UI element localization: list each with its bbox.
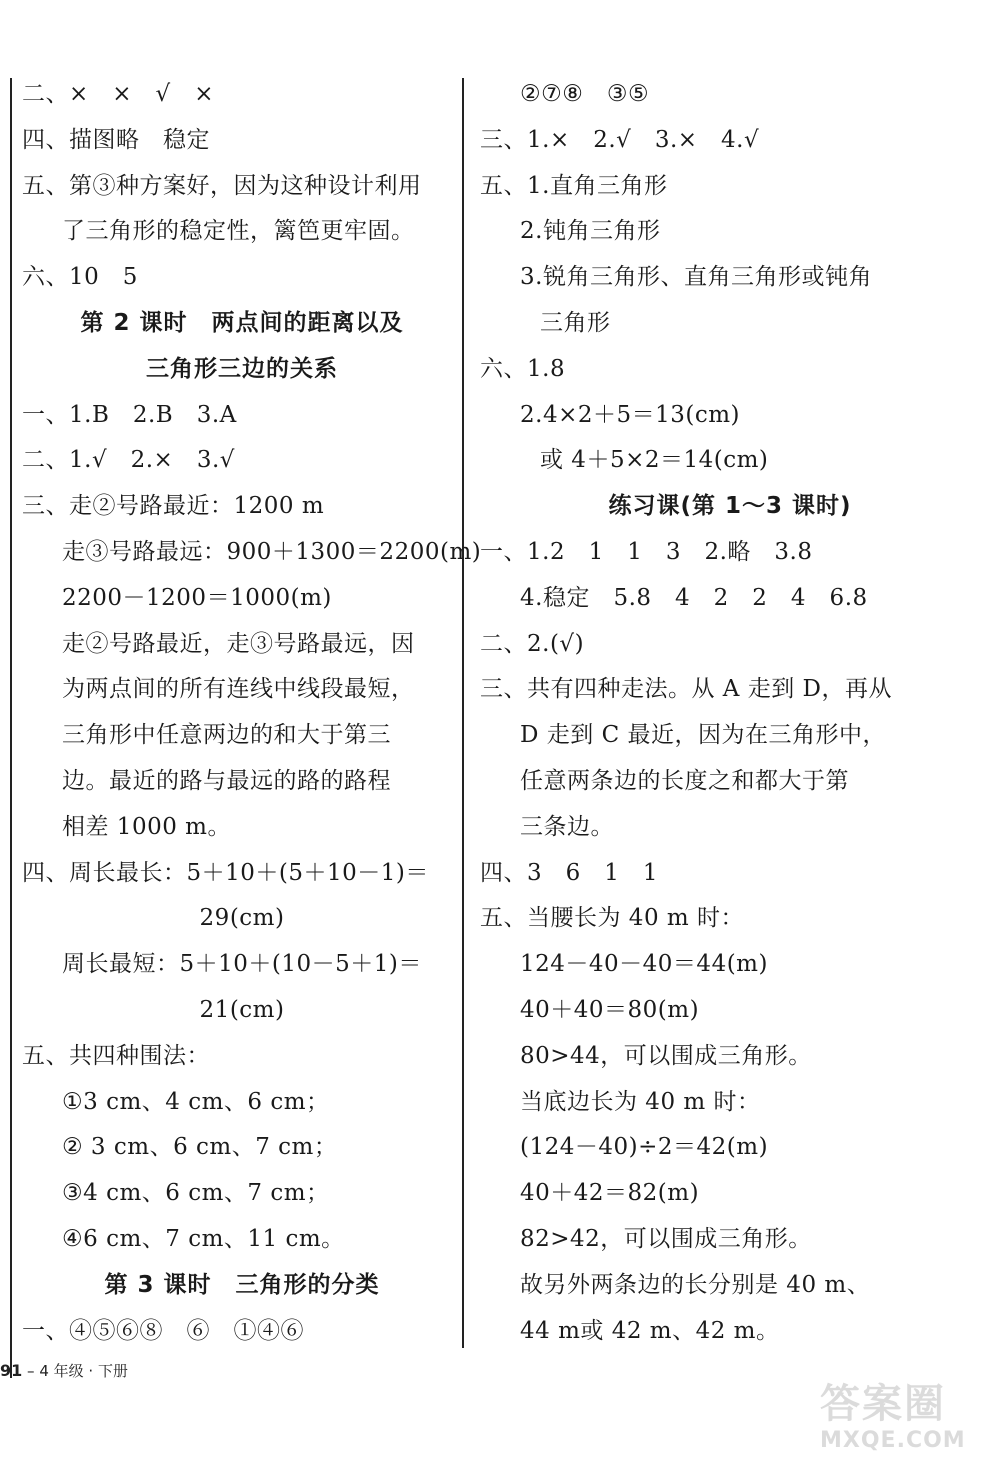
answer-line: 一、1.2 1 1 3 2.略 3.8 bbox=[480, 538, 813, 565]
answer-line: 29(cm) bbox=[199, 905, 285, 932]
section-heading: 第 2 课时 两点间的距离以及 bbox=[80, 309, 404, 336]
answer-line: 40＋40＝80(m) bbox=[520, 996, 700, 1023]
answer-line: 四、3 6 1 1 bbox=[480, 859, 659, 886]
page-number: 91 bbox=[0, 1361, 23, 1380]
watermark-logo bbox=[820, 1380, 995, 1465]
answer-line: 二、× × √ × bbox=[22, 81, 214, 107]
answer-line: 21(cm) bbox=[199, 996, 285, 1023]
section-heading: 三角形三边的关系 bbox=[146, 355, 338, 382]
answer-line: 40＋42＝82(m) bbox=[520, 1180, 700, 1207]
answer-line: 一、1.B 2.B 3.A bbox=[22, 401, 237, 428]
left-margin-rule bbox=[10, 78, 12, 1378]
answer-line: 走③号路最远：900＋1300＝2200(m) bbox=[62, 538, 482, 565]
page-footer bbox=[0, 1360, 128, 1381]
watermark-url: MXQE.COM bbox=[820, 1428, 966, 1453]
section-heading: 练习课(第 1～3 课时) bbox=[608, 493, 852, 520]
right-column bbox=[480, 72, 980, 1354]
answer-line: D 走到 C 最近，因为在三角形中， bbox=[520, 722, 886, 749]
answer-line: 五、当腰长为 40 m 时： bbox=[480, 905, 745, 932]
left-column bbox=[22, 72, 482, 1354]
footer-grade: 4 年级 · 下册 bbox=[39, 1362, 128, 1380]
section-heading: 第 3 课时 三角形的分类 bbox=[104, 1271, 380, 1298]
footer-separator: – bbox=[27, 1362, 35, 1380]
answer-line: 当底边长为 40 m 时： bbox=[520, 1088, 761, 1115]
answer-line: ②⑦⑧ ③⑤ bbox=[520, 81, 650, 107]
answer-line: 44 m或 42 m、42 m。 bbox=[520, 1317, 780, 1344]
answer-line: 4.稳定 5.8 4 2 2 4 6.8 bbox=[520, 584, 868, 611]
answer-line: 3.锐角三角形、直角三角形或钝角 bbox=[520, 264, 872, 291]
answer-line: 二、2.(√) bbox=[480, 630, 585, 657]
answer-line: 五、共四种围法： bbox=[22, 1042, 210, 1069]
answer-line: 三角形中任意两边的和大于第三 bbox=[62, 722, 391, 749]
answer-line: ③4 cm、6 cm、7 cm； bbox=[62, 1180, 330, 1207]
answer-line: 二、1.√ 2.× 3.√ bbox=[22, 447, 235, 474]
answer-line: 三角形 bbox=[540, 309, 611, 336]
column-divider bbox=[462, 78, 464, 1348]
answer-line: 2.4×2＋5＝13(cm) bbox=[520, 401, 741, 428]
answer-line: 四、周长最长：5＋10＋(5＋10－1)＝ bbox=[22, 859, 429, 886]
answer-line: 边。最近的路与最远的路的路程 bbox=[62, 767, 391, 794]
answer-line: 一、④⑤⑥⑧ ⑥ ①④⑥ bbox=[22, 1317, 304, 1344]
answer-line: 三、1.× 2.√ 3.× 4.√ bbox=[480, 126, 760, 153]
answer-line: 2200－1200＝1000(m) bbox=[62, 584, 332, 611]
answer-line: 82>42，可以围成三角形。 bbox=[520, 1225, 812, 1252]
answer-line: 三条边。 bbox=[520, 813, 614, 840]
answer-line: 四、描图略 稳定 bbox=[22, 126, 210, 153]
answer-line: (124－40)÷2＝42(m) bbox=[520, 1134, 769, 1161]
watermark-title: 答案圈 bbox=[820, 1381, 946, 1427]
answer-line: 周长最短：5＋10＋(10－5＋1)＝ bbox=[62, 951, 422, 978]
answer-line: 2.钝角三角形 bbox=[520, 218, 661, 245]
answer-line: 六、1.8 bbox=[480, 355, 566, 382]
answer-line: ①3 cm、4 cm、6 cm； bbox=[62, 1088, 330, 1115]
answer-line: 或 4＋5×2＝14(cm) bbox=[540, 447, 769, 474]
answer-line: 故另外两条边的长分别是 40 m、 bbox=[520, 1271, 871, 1298]
answer-line: 124－40－40＝44(m) bbox=[520, 951, 768, 978]
answer-line: 80>44，可以围成三角形。 bbox=[520, 1042, 812, 1069]
answer-line: 三、走②号路最近：1200 m bbox=[22, 493, 325, 520]
answer-line: 走②号路最近，走③号路最远，因 bbox=[62, 630, 415, 657]
answer-line: 五、第③种方案好，因为这种设计利用 bbox=[22, 172, 422, 199]
answer-line: 六、10 5 bbox=[22, 264, 138, 291]
answer-line: 相差 1000 m。 bbox=[62, 813, 231, 840]
answer-line: ② 3 cm、6 cm、7 cm； bbox=[62, 1134, 338, 1161]
answer-line: 三、共有四种走法。从 A 走到 D，再从 bbox=[480, 676, 892, 703]
answer-line: 五、1.直角三角形 bbox=[480, 172, 668, 199]
answer-line: 了三角形的稳定性，篱笆更牢固。 bbox=[62, 218, 415, 245]
answer-line: ④6 cm、7 cm、11 cm。 bbox=[62, 1225, 345, 1252]
answer-line: 为两点间的所有连线中线段最短， bbox=[62, 676, 415, 703]
answer-line: 任意两条边的长度之和都大于第 bbox=[520, 767, 849, 794]
